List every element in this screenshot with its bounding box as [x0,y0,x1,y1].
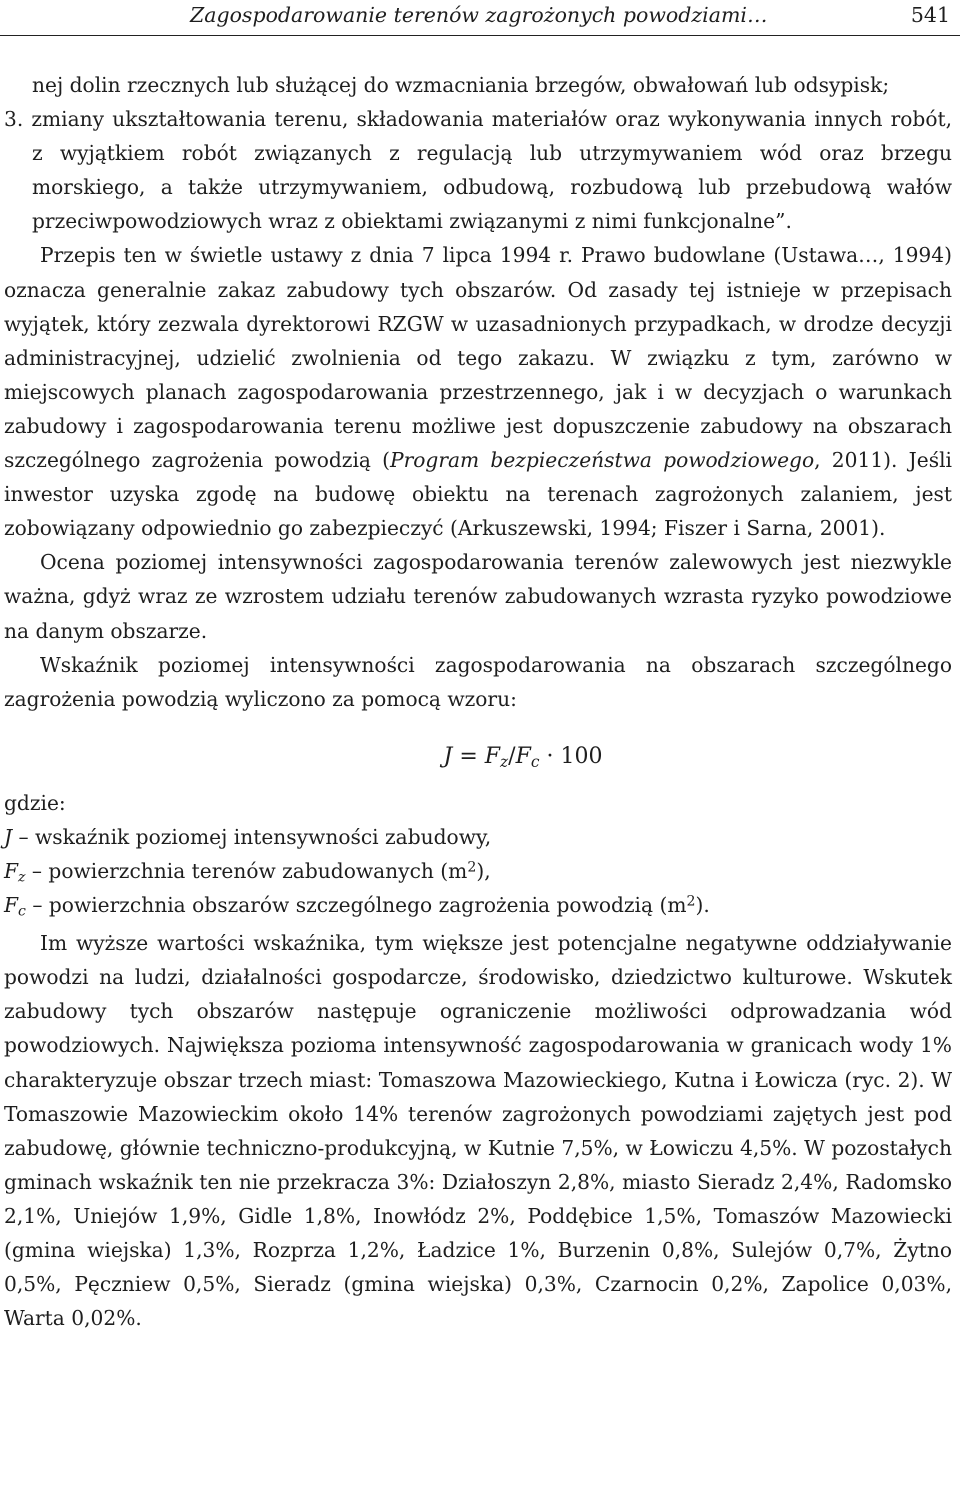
formula-times: · [539,743,561,769]
def-symbol: J [4,824,13,849]
formula-equals: = [452,743,485,769]
intensity-formula [4,740,952,774]
formula-f: F [484,743,501,769]
body-text [4,68,952,1335]
formula-sub-c: c [530,752,540,771]
running-header [0,0,960,36]
def-sub: c [18,903,26,920]
formula-f2: F [515,743,531,769]
paragraph-assessment: Ocena poziomej intensywności zagospodarowania terenów zalewowych jest niezwykle ważna, gdyż wraz ze wzrostem udziału terenów zabudowanych wzrasta ryzyko powodziowe na danym obszarze. [4,550,952,643]
definition-fc [4,888,952,922]
def-sup: 2 [686,893,696,910]
def-text: – wskaźnik poziomej intensywności zabudowy, [12,824,492,849]
paragraph-legal-context-a: Przepis ten w świetle ustawy z dnia 7 lipca 1994 r. Prawo budowlane (Ustawa…, 1994) oznacza generalnie zakaz zabudowy tych obszarów. Od zasady tej istnieje w przepisach wyjątek, który zezwala dyrektorowi RZGW w uzasadnionych przypadkach, w drodze decyzji administracyjnej, udzielić zwolnienia od tego zakazu. W związku z tym, zarówno w miejscowych planach zagospodarowania przestrzennego, jak i w decyzjach o warunkach zabudowy i zagospodarowania terenu możliwe jest dopuszczenie zabudowy na obszarach szczególnego zagrożenia powodzią ( [4,243,952,473]
formula-slash: / [508,743,516,769]
list-item-3: 3. zmiany ukształtowania terenu, składowania materiałów oraz wykonywania innych robót, z wyjątkiem robót związanych z regulacją lub utrzymywaniem wód oraz brzegu morskiego, a także utrzymywaniem, odbudową, rozbudową lub przebudową wałów przeciwpowodziowych wraz z obiektami związanymi z nimi funkcjonalne”. [4,107,952,234]
header-rule [0,35,960,36]
definition-j [4,820,952,854]
paragraph-results: Im wyższe wartości wskaźnika, tym większe jest potencjalne negatywne oddziaływanie powodzi na ludzi, działalności gospodarcze, środowisko, dziedzictwo kulturowe. Wskutek zabudowy tych obszarów następuje ograniczenie możliwości odprowadzania wód powodziowych. Największa pozioma intensywność zagospodarowania w granicach wody 1% charakteryzuje obszar trzech miast: Tomaszowa Mazowieckiego, Kutna i Łowicza (ryc. 2). W Tomaszowie Mazowieckim około 14% terenów zagrożonych powodziami zajętych jest pod zabudowę, głównie techniczno-produkcyjną, w Kutnie 7,5%, w Łowiczu 4,5%. W pozostałych gminach wskaźnik ten nie przekracza 3%: Działoszyn 2,8%, miasto Sieradz 2,4%, Radomsko 2,1%, Uniejów 1,9%, Gidle 1,8%, Inowłódz 2%, Poddębice 1,5%, Tomaszów Mazowiecki (gmina wiejska) 1,3%, Rozprza 1,2%, Ładzice 1%, Burzenin 0,8%, Sulejów 0,7%, Żytno 0,5%, Pęczniew 0,5%, Sieradz (gmina wiejska) 0,3%, Czarnocin 0,2%, Zapolice 0,03%, Warta 0,02%. [4,931,952,1331]
formula-sub-z: z [500,752,509,771]
def-symbol: F [4,858,19,883]
def-end: ). [695,893,710,918]
definition-fz [4,854,952,888]
paragraph-index-intro: Wskaźnik poziomej intensywności zagospodarowania na obszarach szczególnego zagrożenia powodzią wyliczono za pomocą wzoru: [4,652,952,711]
program-title-citation: Program bezpieczeństwa powodziowego [390,448,815,473]
list-item-2-continuation: nej dolin rzecznych lub służącej do wzmacniania brzegów, obwałowań lub odsypisk; [32,73,890,97]
running-title: Zagospodarowanie terenów zagrożonych powodziami… [190,3,768,27]
def-text: – powierzchnia obszarów szczególnego zagrożenia powodzią (m [25,893,687,918]
def-end: ), [476,858,491,883]
def-sup: 2 [467,859,477,876]
formula-j: J [443,743,453,769]
where-label: gdzie: [4,790,66,815]
paragraph-legal-context-b: , 2011). Jeśli inwestor uzyska zgodę na budowę obiektu na terenach zagrożonych zalaniem, jest zobowiązany odpowiednio go zabezpieczyć (Arkuszewski, 1994; Fiszer i Sarna, 2001). [4,448,952,541]
page-number: 541 [910,3,950,27]
paragraph-legal-context [4,238,952,545]
def-text: – powierzchnia terenów zabudowanych (m [25,858,468,883]
def-sub: z [18,869,26,886]
def-symbol: F [4,893,19,918]
formula-hundred: 100 [560,743,603,769]
